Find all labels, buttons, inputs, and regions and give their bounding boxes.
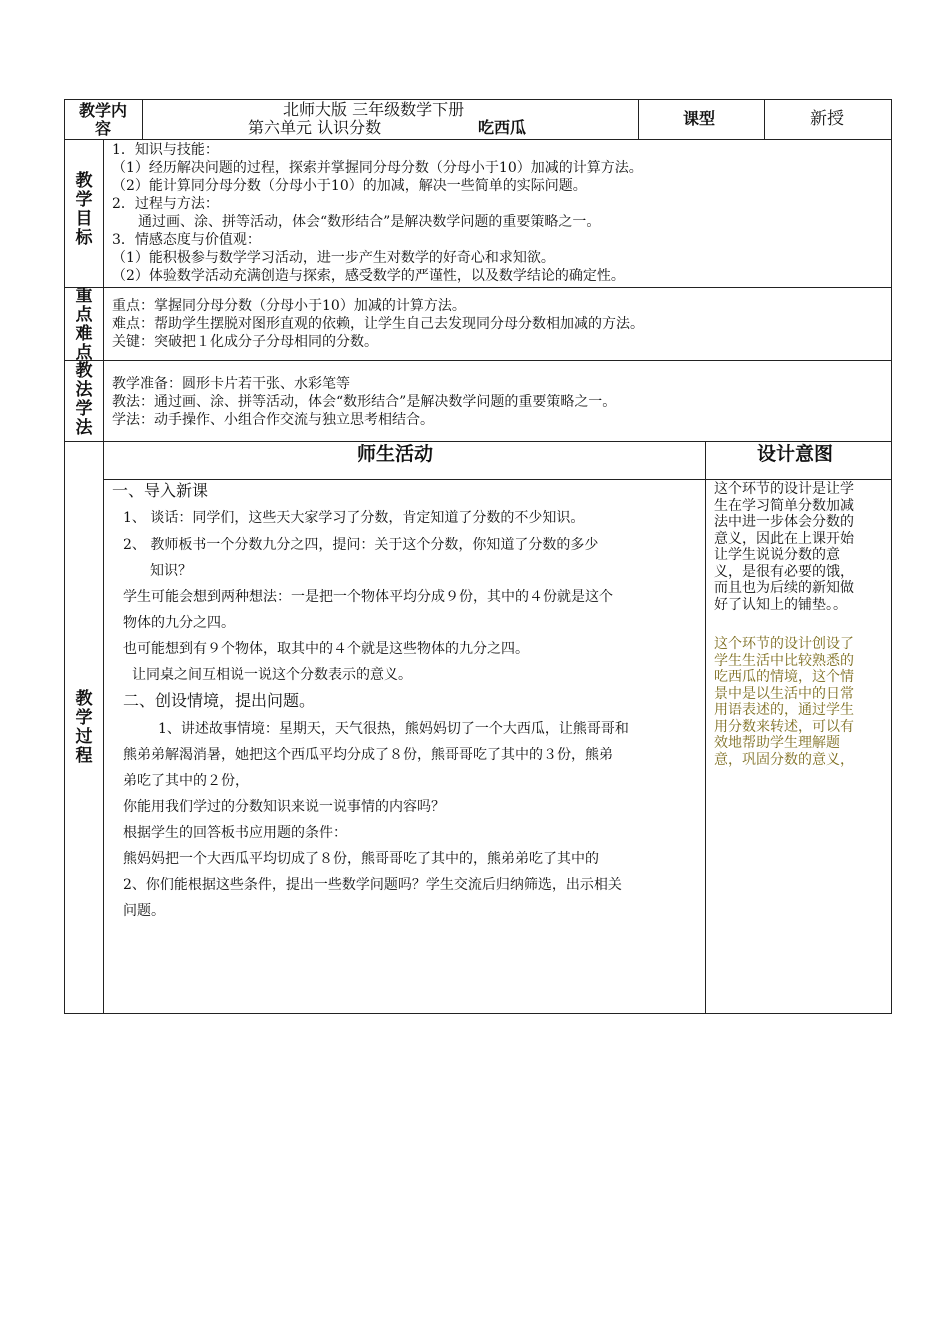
process-line: 1、 谈话：同学们，这些天大家学习了分数，肯定知道了分数的不少知识。 [123,510,585,526]
keypoints-line: 重点：掌握同分母分数（分母小于10）加减的计算方法。 [112,298,466,314]
process-line: 熊弟弟解渴消暑，她把这个西瓜平均分成了８份，熊哥哥吃了其中的３份，熊弟 [123,747,613,763]
intent-line: 意义，因此在上课开始 [714,530,854,547]
design-intent-2 [714,636,884,768]
lesson-title-line1: 北师大版 三年级数学下册 [283,100,465,119]
goals-line: （2）体验数学活动充满创造与探索，感受数学的严谨性，以及数学结论的确定性。 [112,268,625,284]
section-heading: 一、导入新课 [112,481,209,500]
methods-label: 教法学法 [75,361,93,438]
intent-line: 吃西瓜的情境，这个情 [714,669,854,685]
process-line: 2、 教师板书一个分数九分之四，提问：关于这个分数，你知道了分数的多少 [123,537,599,553]
goals-line: 1．知识与技能： [112,142,219,158]
process-line: 物体的九分之四。 [123,615,235,631]
goals-line: 3．情感态度与价值观： [112,232,261,248]
lesson-type-label: 课型 [683,109,716,128]
process-line: 学生可能会想到两种想法：一是把一个物体平均分成９份，其中的４份就是这个 [123,589,613,605]
intent-line: 用分数来转述，可以有 [714,718,854,735]
intent-line: 义，是很有必要的饿， [714,563,854,580]
intent-line: 意，巩固分数的意义， [714,751,854,768]
design-intent-1 [714,481,884,613]
lesson-title-line2: 第六单元 认识分数 [248,118,382,137]
intent-line: 学生生活中比较熟悉的 [714,652,854,669]
goals-line: （1）能积极参与数学学习活动，进一步产生对数学的好奇心和求知欲。 [112,250,555,266]
keypoints-line: 关键：突破把１化成分子分母相同的分数。 [112,334,378,350]
process-line: 知识？ [150,563,192,579]
methods-line: 教法：通过画、涂、拼等活动，体会“数形结合”是解决数学问题的重要策略之一。 [112,394,617,410]
intent-line: 生在学习简单分数加减 [714,497,854,514]
intent-line: 用语表述的，通过学生 [714,702,854,718]
intent-line: 这个环节的设计创设了 [714,636,854,652]
keypoints-label: 重点难点 [75,287,93,360]
process-line: 问题。 [123,903,165,919]
methods-line: 教学准备：圆形卡片若干张、水彩笔等 [112,376,350,392]
process-line: 熊妈妈把一个大西瓜平均切成了８份，熊哥哥吃了其中的，熊弟弟吃了其中的 [123,851,599,867]
keypoints-line: 难点：帮助学生摆脱对图形直观的依赖，让学生自己去发现同分母分数相加减的方法。 [112,316,644,332]
process-label: 教学过程 [75,689,93,766]
process-line: 1、讲述故事情境：星期天，天气很热，熊妈妈切了一个大西瓜，让熊哥哥和 [158,721,629,737]
process-line: 根据学生的回答板书应用题的条件： [123,825,347,841]
col-header-activity: 师生活动 [357,443,434,465]
goals-line: 通过画、涂、拼等活动，体会“数形结合”是解决数学问题的重要策略之一。 [138,214,601,230]
process-line: 让同桌之间互相说一说这个分数表示的意义。 [132,667,412,683]
lesson-topic: 吃西瓜 [478,118,527,137]
process-line: 2、你们能根据这些条件，提出一些数学问题吗？学生交流后归纳筛选，出示相关 [123,877,622,893]
process-line: 你能用我们学过的分数知识来说一说事情的内容吗？ [123,799,445,815]
goals-label: 教学目标 [75,171,93,248]
goals-line: 2．过程与方法： [112,196,219,212]
intent-line: 效地帮助学生理解题 [714,735,840,751]
goals-line: （1）经历解决问题的过程，探索并掌握同分母分数（分母小于10）加减的计算方法。 [112,160,643,176]
methods-line: 学法：动手操作、小组合作交流与独立思考相结合。 [112,412,434,428]
intent-line: 法中进一步体会分数的 [714,514,854,530]
lesson-type-value: 新授 [810,109,844,129]
process-line: 也可能想到有９个物体，取其中的４个就是这些物体的九分之四。 [123,641,529,657]
goals-line: （2）能计算同分母分数（分母小于10）的加减，解决一些简单的实际问题。 [112,178,587,194]
intent-line: 这个环节的设计是让学 [714,481,854,497]
intent-line: 好了认知上的铺垫。。 [714,596,847,613]
process-line: 弟吃了其中的２份， [123,773,249,789]
col-header-intent: 设计意图 [757,443,834,465]
intent-line: 景中是以生活中的日常 [714,685,854,702]
intent-line: 让学生说说分数的意 [714,547,840,563]
header-label: 教学内容 [78,101,127,138]
section-heading: 二、创设情境，提出问题。 [123,691,316,710]
intent-line: 而且也为后续的新知做 [714,580,854,596]
